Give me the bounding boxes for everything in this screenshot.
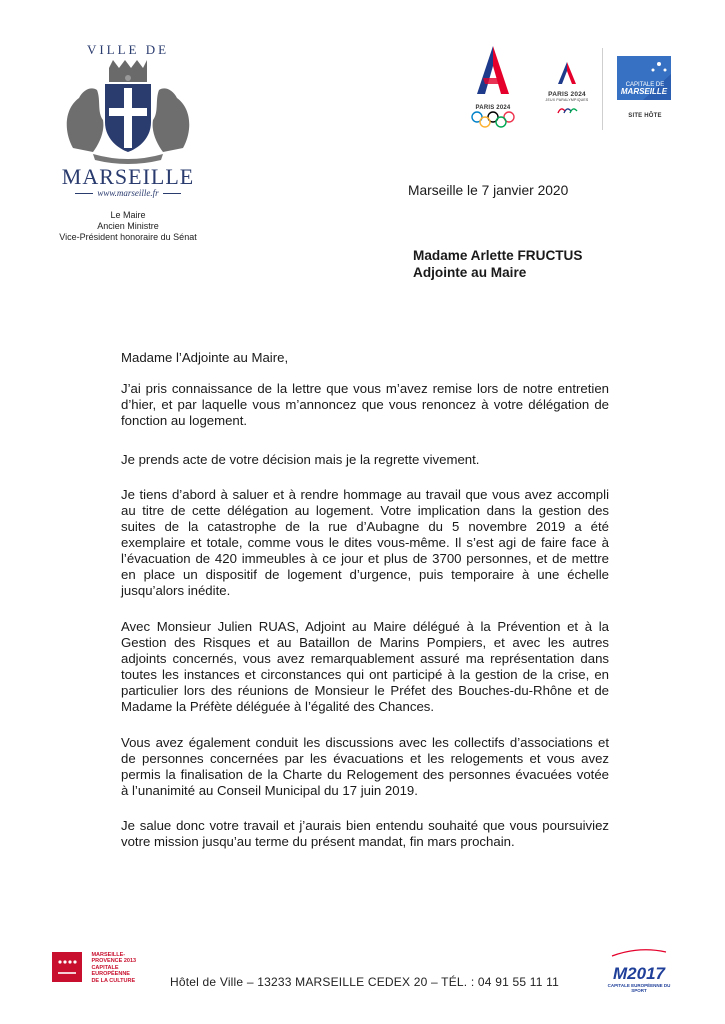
letter-date: Marseille le 7 janvier 2020 xyxy=(408,183,569,198)
paris-2024-flame-icon xyxy=(463,44,523,100)
mp2013-line: PROVENCE 2013 xyxy=(91,958,137,965)
capitale-sport-caption: SITE HÔTE xyxy=(628,113,662,119)
paragraph-line: Je tiens d’abord à saluer et à rendre hommage au travail que vous avez accompli xyxy=(121,487,609,502)
paragraph-line: particulier lors des réunions de Monsieur le Préfet des Bouches-du-Rhône et de xyxy=(121,683,609,698)
paris-2024-paralympic-logo xyxy=(532,62,602,112)
mayor-titles xyxy=(40,210,216,243)
paragraph-line: permis la finalisation de la Charte du Relogement des personnes évacuées votée xyxy=(121,767,609,782)
mp2013-square-icon xyxy=(52,952,82,982)
paragraph-line: Vous avez également conduit les discussions avec les collectifs d’associations et xyxy=(121,735,609,750)
m2017-stripe-icon xyxy=(604,946,674,960)
marseille-coat-of-arms-icon xyxy=(53,60,203,164)
mayor-title-line: Vice-Président honoraire du Sénat xyxy=(59,232,197,242)
paragraph-line: l’évacuation de 420 immeubles à ce jour et plus de 3700 personnes, et de mettre xyxy=(121,551,609,566)
mp2013-logo xyxy=(52,952,136,984)
paragraph-line: d’hier, et par laquelle vous m’annoncez que vous renoncez à votre délégation de xyxy=(121,397,609,412)
m2017-caption: CAPITALE EUROPÉENNE DU SPORT xyxy=(607,983,671,993)
paragraph-line: Madame la Préfète déléguée à l’égalité des Chances. xyxy=(121,699,435,714)
mp2013-line: DE LA CULTURE xyxy=(91,977,136,984)
paragraph-line: en place un dispositif de logement d’urgence, puis temporaire à une échelle xyxy=(121,567,609,582)
paragraph-line: Je prends acte de votre décision mais je la regrette vivement. xyxy=(121,452,480,467)
paragraph-4 xyxy=(121,619,609,715)
m2017-logo xyxy=(604,946,674,993)
city-website: www.marseille.fr xyxy=(40,188,216,198)
paragraph-3 xyxy=(121,487,609,599)
mayor-title-line: Le Maire xyxy=(110,210,146,220)
paragraph-6 xyxy=(121,818,609,850)
m2017-wordmark: M2017 xyxy=(613,964,665,983)
header-divider xyxy=(602,48,603,130)
footer-address: Hôtel de Ville – 13233 MARSEILLE CEDEX 20 – TÉL. : 04 91 55 11 11 xyxy=(170,975,560,989)
paragraph-line: jusqu’alors inédite. xyxy=(121,583,231,598)
paralympic-caption: PARIS 2024 xyxy=(548,91,586,98)
paragraph-line: adjoints concernés, vous avez remarquablement assuré ma représentation dans xyxy=(121,651,609,666)
paris-2024-logo xyxy=(463,44,523,134)
agitos-icon xyxy=(552,105,582,115)
paralympic-subcaption: JEUX PARALYMPIQUES xyxy=(545,98,589,102)
salutation: Madame l’Adjointe au Maire, xyxy=(121,350,289,365)
city-name: MARSEILLE xyxy=(61,164,195,189)
paragraph-line: J’ai pris connaissance de la lettre que vous m’avez remise lors de notre entretien xyxy=(121,381,609,396)
paragraph-line: Avec Monsieur Julien RUAS, Adjoint au Maire délégué à la Prévention et à la xyxy=(121,619,609,634)
city-crest-block xyxy=(40,42,216,243)
paragraph-line: au titre de cette délégation au logement. Votre implication dans la gestion des xyxy=(121,503,609,518)
paragraph-line: fonction au logement. xyxy=(121,413,248,428)
paragraph-2 xyxy=(121,452,609,468)
paris-2024-caption: PARIS 2024 xyxy=(475,105,511,111)
paragraph-5 xyxy=(121,735,609,799)
mp2013-line: CAPITALE xyxy=(91,964,119,971)
paragraph-line: de personnes concernées par les évacuations et les relogements et vous avez xyxy=(121,751,609,766)
paragraph-line: Je salue donc votre travail et j’aurais bien entendu souhaité que vous poursuiviez xyxy=(121,818,609,833)
mp2013-dots-icon xyxy=(52,952,82,982)
capitale-sport-emblem-icon xyxy=(613,56,677,108)
paragraph-1 xyxy=(121,381,609,429)
capitale-text: CAPITALE DE xyxy=(625,82,665,88)
paragraph-line: à l’unanimité au Conseil Municipal du 17 juin 2019. xyxy=(121,783,418,798)
paragraph-line: suites de la catastrophe de la rue d’Aubagne du 5 novembre 2019 a été xyxy=(121,519,609,534)
paragraph-line: toutes les instances et circonstances qui ont participé à la gestion de la crise, en xyxy=(121,667,609,682)
recipient-name: Madame Arlette FRUCTUS xyxy=(413,248,583,263)
mp2013-line: EUROPÉENNE xyxy=(91,971,130,978)
paragraph-line: Gestion des Risques et au Bataillon de Marins Pompiers, et avec les autres xyxy=(121,635,609,650)
paragraph-line: votre mission jusqu’au terme du présent mandat, fin mars prochain. xyxy=(121,834,515,849)
mp2013-line: MARSEILLE- xyxy=(91,952,126,958)
paralympic-flame-icon xyxy=(552,62,582,86)
olympic-rings-icon xyxy=(463,111,523,129)
mp2013-text xyxy=(91,952,136,984)
capitale-sport-logo xyxy=(613,56,677,119)
mayor-title-line: Ancien Ministre xyxy=(97,221,159,231)
paragraph-line: exemplaire et totale, comme vous le dites vous-même. Il s’est agi de faire face à xyxy=(121,535,609,550)
capitale-city: MARSEILLE xyxy=(620,87,668,96)
ville-de-label: VILLE DE xyxy=(86,42,170,57)
recipient-title: Adjointe au Maire xyxy=(413,265,527,280)
